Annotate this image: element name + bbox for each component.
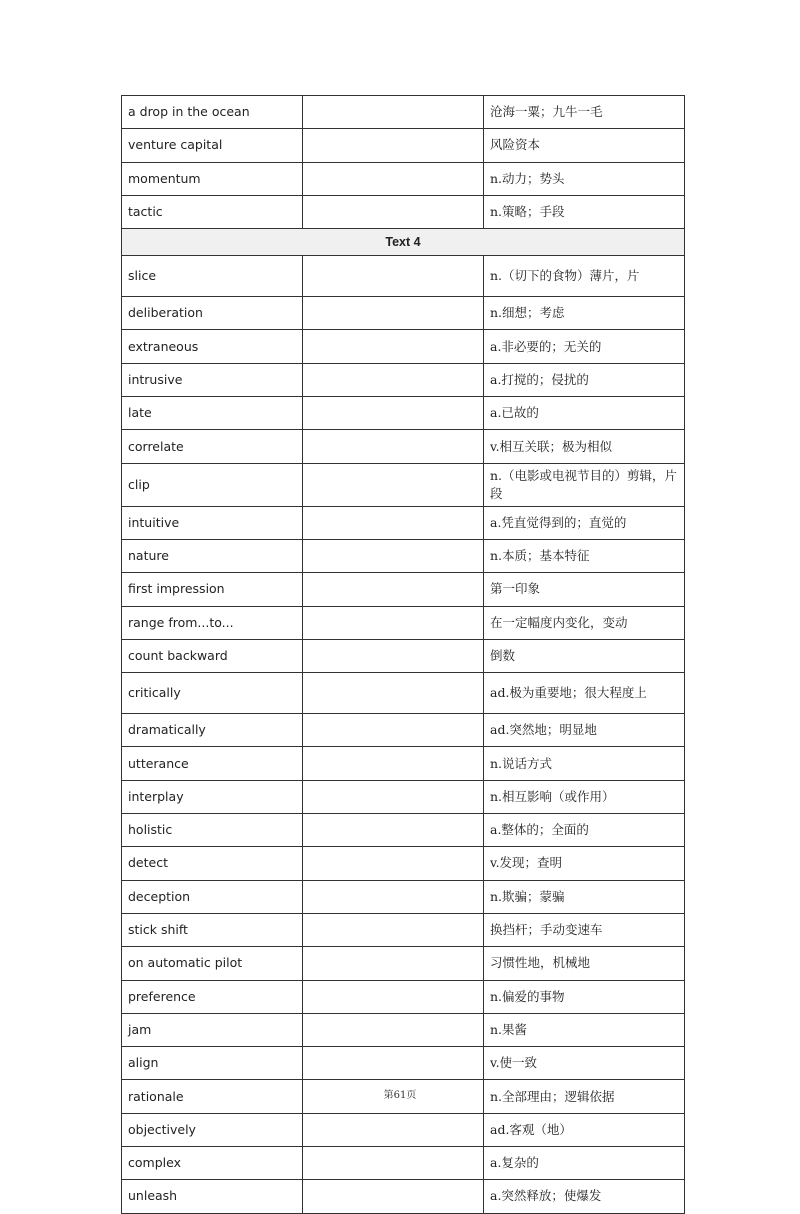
- meaning-cell: ad.突然地；明显地: [484, 714, 685, 747]
- blank-cell: [303, 673, 484, 714]
- blank-cell: [303, 330, 484, 363]
- table-row: [122, 430, 685, 463]
- meaning-cell: v.发现；查明: [484, 847, 685, 880]
- table-row: [122, 162, 685, 195]
- table-row: [122, 1047, 685, 1080]
- table-row: [122, 814, 685, 847]
- section-title: Text 4: [122, 229, 685, 256]
- table-body-before: [122, 96, 685, 229]
- blank-cell: [303, 363, 484, 396]
- meaning-cell: a.整体的；全面的: [484, 814, 685, 847]
- meaning-cell: 在一定幅度内变化，变动: [484, 606, 685, 639]
- term-cell: rationale: [122, 1080, 303, 1113]
- blank-cell: [303, 256, 484, 297]
- meaning-cell: a.突然释放；使爆发: [484, 1180, 685, 1213]
- blank-cell: [303, 880, 484, 913]
- section-header-row: [122, 229, 685, 256]
- section-body: [122, 229, 685, 256]
- blank-cell: [303, 430, 484, 463]
- table-row: [122, 947, 685, 980]
- term-cell: unleash: [122, 1180, 303, 1213]
- blank-cell: [303, 96, 484, 129]
- blank-cell: [303, 947, 484, 980]
- meaning-cell: n.本质；基本特征: [484, 539, 685, 572]
- table-row: [122, 714, 685, 747]
- term-cell: jam: [122, 1013, 303, 1046]
- table-row: [122, 747, 685, 780]
- term-cell: holistic: [122, 814, 303, 847]
- term-cell: stick shift: [122, 913, 303, 946]
- term-cell: detect: [122, 847, 303, 880]
- blank-cell: [303, 1147, 484, 1180]
- term-cell: deception: [122, 880, 303, 913]
- blank-cell: [303, 397, 484, 430]
- meaning-cell: 风险资本: [484, 129, 685, 162]
- blank-cell: [303, 1047, 484, 1080]
- meaning-cell: 沧海一粟；九牛一毛: [484, 96, 685, 129]
- table-row: [122, 330, 685, 363]
- term-cell: tactic: [122, 195, 303, 228]
- meaning-cell: v.使一致: [484, 1047, 685, 1080]
- blank-cell: [303, 463, 484, 506]
- meaning-cell: 倒数: [484, 639, 685, 672]
- table-row: [122, 539, 685, 572]
- blank-cell: [303, 129, 484, 162]
- table-row: [122, 397, 685, 430]
- table-row: [122, 606, 685, 639]
- term-cell: preference: [122, 980, 303, 1013]
- table-row: [122, 780, 685, 813]
- term-cell: deliberation: [122, 297, 303, 330]
- table-row: [122, 256, 685, 297]
- table-row: [122, 913, 685, 946]
- table-row: [122, 847, 685, 880]
- term-cell: a drop in the ocean: [122, 96, 303, 129]
- meaning-cell: a.打搅的；侵扰的: [484, 363, 685, 396]
- meaning-cell: a.已故的: [484, 397, 685, 430]
- meaning-cell: n.全部理由；逻辑依据: [484, 1080, 685, 1113]
- meaning-cell: a.复杂的: [484, 1147, 685, 1180]
- table-row: [122, 1147, 685, 1180]
- vocabulary-table: [121, 95, 685, 1214]
- meaning-cell: 换挡杆；手动变速车: [484, 913, 685, 946]
- meaning-cell: n.（切下的食物）薄片，片: [484, 256, 685, 297]
- blank-cell: [303, 506, 484, 539]
- meaning-cell: n.相互影响（或作用）: [484, 780, 685, 813]
- term-cell: clip: [122, 463, 303, 506]
- meaning-cell: n.动力；势头: [484, 162, 685, 195]
- term-cell: late: [122, 397, 303, 430]
- table-row: [122, 1013, 685, 1046]
- meaning-cell: n.果酱: [484, 1013, 685, 1046]
- term-cell: first impression: [122, 573, 303, 606]
- blank-cell: [303, 913, 484, 946]
- blank-cell: [303, 980, 484, 1013]
- blank-cell: [303, 539, 484, 572]
- meaning-cell: a.非必要的；无关的: [484, 330, 685, 363]
- blank-cell: [303, 195, 484, 228]
- term-cell: count backward: [122, 639, 303, 672]
- meaning-cell: ad.极为重要地；很大程度上: [484, 673, 685, 714]
- term-cell: intrusive: [122, 363, 303, 396]
- table-body-after: [122, 256, 685, 1213]
- table-row: [122, 363, 685, 396]
- term-cell: venture capital: [122, 129, 303, 162]
- meaning-cell: v.相互关联；极为相似: [484, 430, 685, 463]
- blank-cell: [303, 1180, 484, 1213]
- term-cell: range from...to...: [122, 606, 303, 639]
- table-row: [122, 96, 685, 129]
- table-row: [122, 195, 685, 228]
- term-cell: on automatic pilot: [122, 947, 303, 980]
- table-row: [122, 297, 685, 330]
- term-cell: nature: [122, 539, 303, 572]
- blank-cell: [303, 714, 484, 747]
- meaning-cell: n.（电影或电视节目的）剪辑，片段: [484, 463, 685, 506]
- meaning-cell: n.偏爱的事物: [484, 980, 685, 1013]
- meaning-cell: n.细想；考虑: [484, 297, 685, 330]
- table-row: [122, 639, 685, 672]
- meaning-cell: n.策略；手段: [484, 195, 685, 228]
- term-cell: extraneous: [122, 330, 303, 363]
- blank-cell: [303, 297, 484, 330]
- meaning-cell: a.凭直觉得到的；直觉的: [484, 506, 685, 539]
- term-cell: correlate: [122, 430, 303, 463]
- term-cell: dramatically: [122, 714, 303, 747]
- blank-cell: [303, 639, 484, 672]
- table-row: [122, 880, 685, 913]
- blank-cell: [303, 780, 484, 813]
- term-cell: align: [122, 1047, 303, 1080]
- meaning-cell: ad.客观（地）: [484, 1113, 685, 1146]
- meaning-cell: 习惯性地，机械地: [484, 947, 685, 980]
- blank-cell: [303, 747, 484, 780]
- term-cell: critically: [122, 673, 303, 714]
- blank-cell: [303, 847, 484, 880]
- term-cell: complex: [122, 1147, 303, 1180]
- term-cell: interplay: [122, 780, 303, 813]
- meaning-cell: n.欺骗；蒙骗: [484, 880, 685, 913]
- table-row: [122, 506, 685, 539]
- table-row: [122, 573, 685, 606]
- term-cell: momentum: [122, 162, 303, 195]
- blank-cell: [303, 573, 484, 606]
- meaning-cell: n.说话方式: [484, 747, 685, 780]
- term-cell: objectively: [122, 1113, 303, 1146]
- table-row: [122, 980, 685, 1013]
- page-number: 第61页: [383, 1090, 417, 1101]
- blank-cell: [303, 162, 484, 195]
- term-cell: utterance: [122, 747, 303, 780]
- term-cell: intuitive: [122, 506, 303, 539]
- table-row: [122, 673, 685, 714]
- term-cell: slice: [122, 256, 303, 297]
- table-row: [122, 1180, 685, 1213]
- meaning-cell: 第一印象: [484, 573, 685, 606]
- blank-cell: [303, 814, 484, 847]
- blank-cell: [303, 1013, 484, 1046]
- table-row: [122, 463, 685, 506]
- table-row: [122, 129, 685, 162]
- blank-cell: [303, 606, 484, 639]
